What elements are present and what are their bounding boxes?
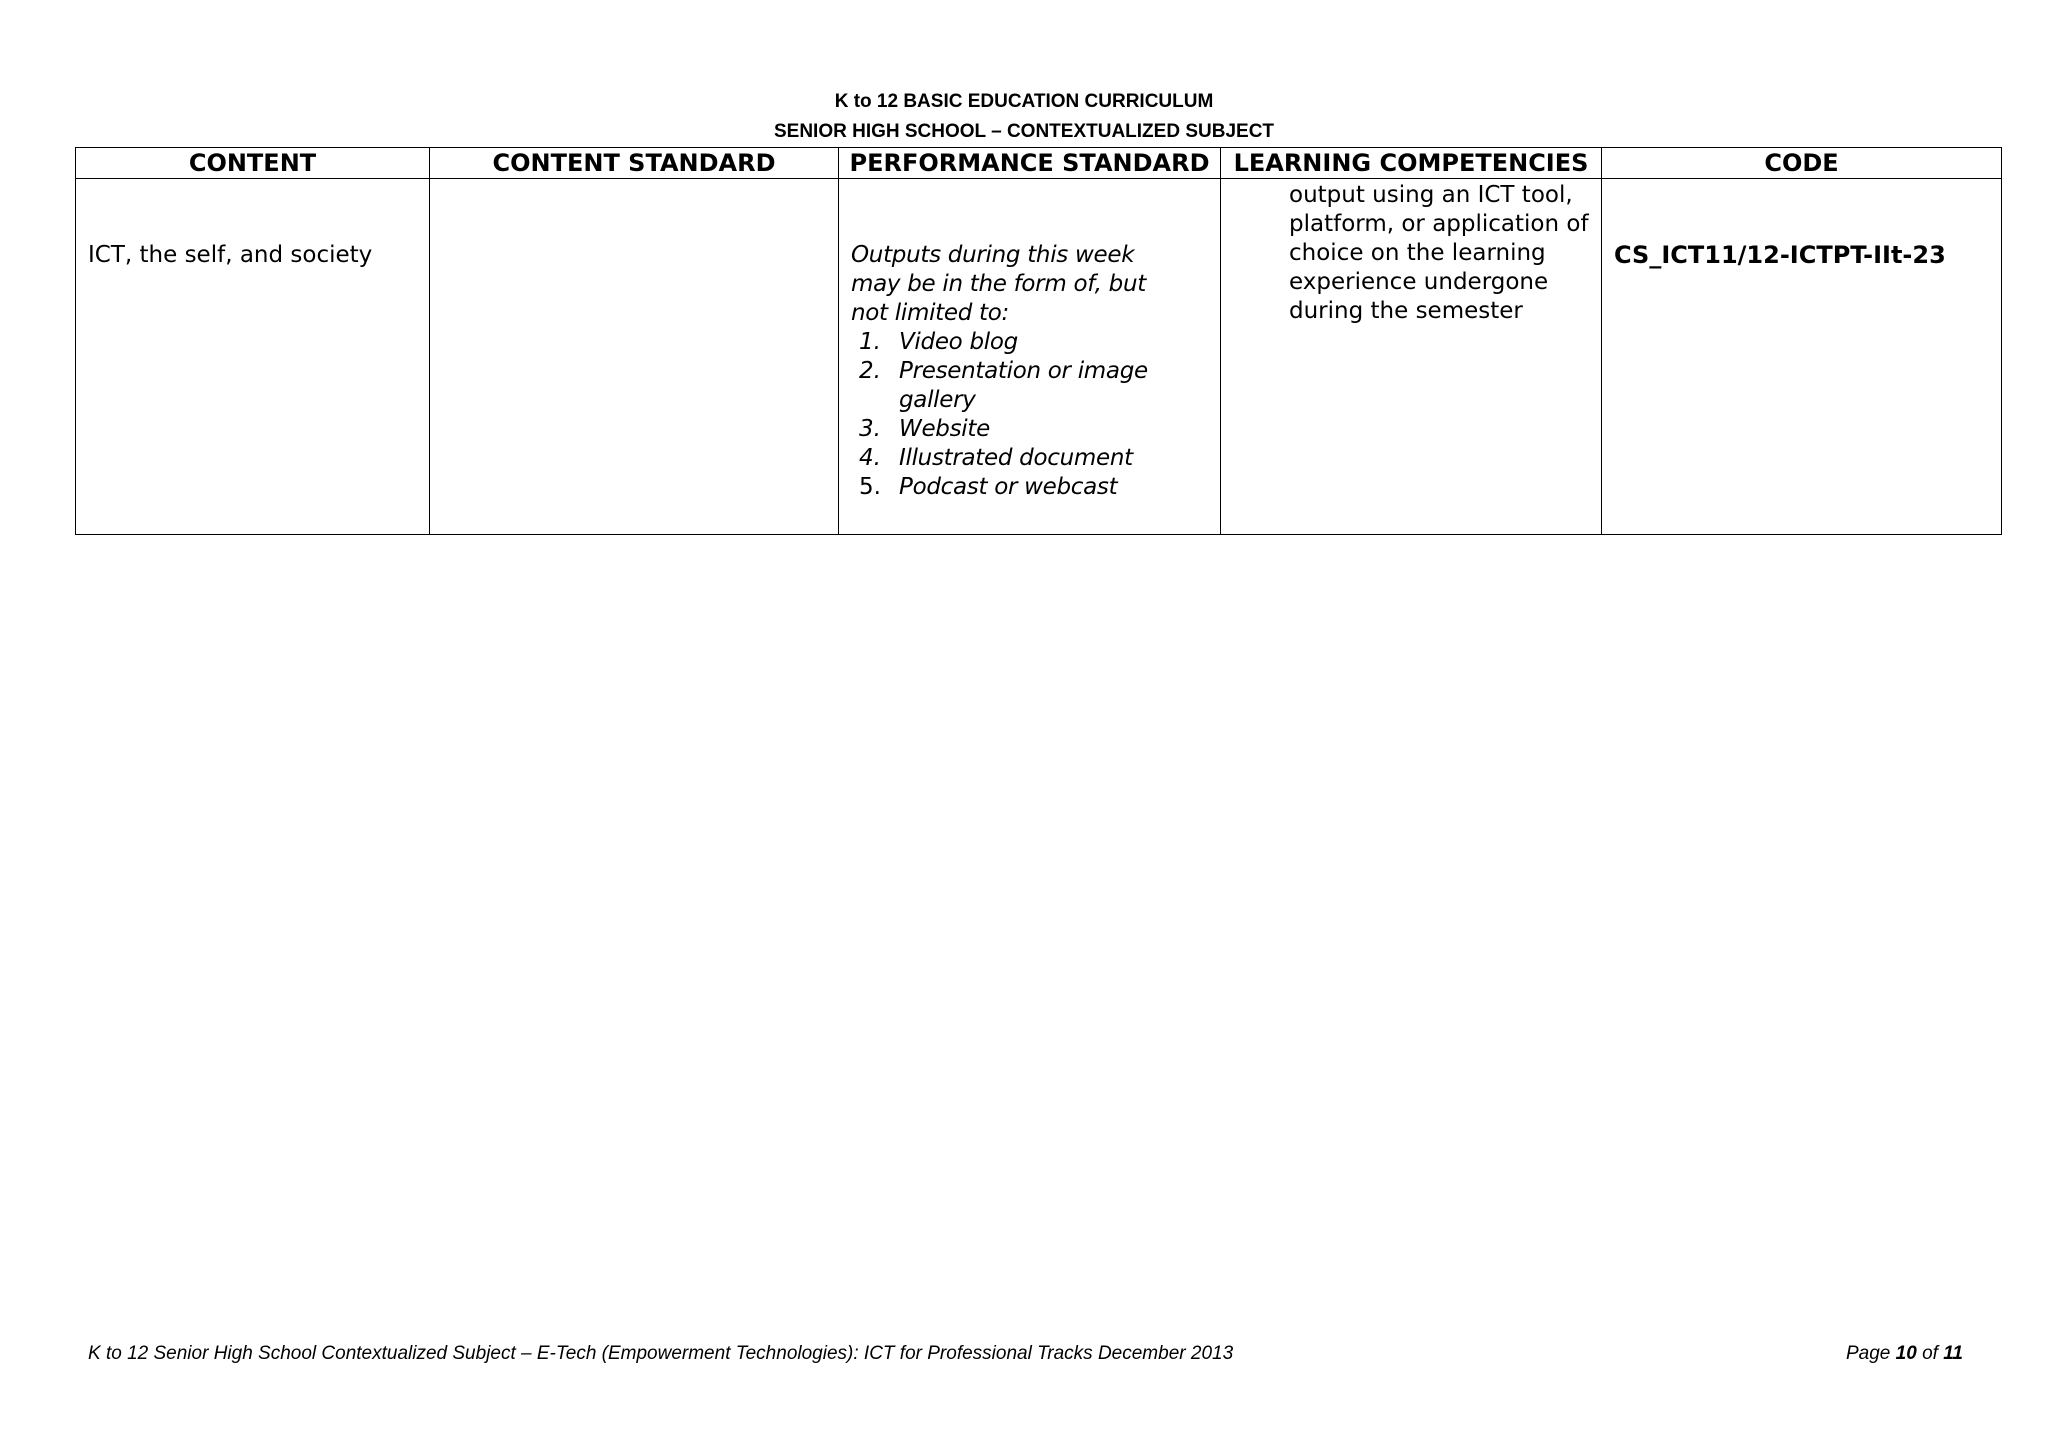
column-header-learning-competencies: LEARNING COMPETENCIES [1221,148,1602,179]
footer-text: K to 12 Senior High School Contextualized Subject – E-Tech (Empowerment Technologies): ICT for Professional Tracks December 2013 [88,1343,1234,1364]
table-header-row [76,148,2002,179]
list-item-number: 4. [859,445,881,471]
column-header-content-standard: CONTENT STANDARD [430,148,839,179]
list-item-text: Presentation or image gallery [899,358,1148,413]
cell-learning-competencies [1221,179,1602,535]
document-subtitle: SENIOR HIGH SCHOOL – CONTEXTUALIZED SUBJECT [773,121,1275,142]
list-item [851,444,1210,473]
cell-performance-standard [839,179,1221,535]
page-current: 10 [1895,1343,1917,1364]
column-header-performance-standard: PERFORMANCE STANDARD [839,148,1221,179]
page-label: Page [1846,1343,1891,1364]
list-item [851,473,1210,502]
list-item-text: Video blog [899,329,1018,355]
list-item-text: Website [899,416,990,442]
cell-code [1602,179,2002,535]
list-item-number: 5. [859,474,881,500]
page-of-label: of [1922,1343,1938,1364]
list-item-number: 1. [859,329,881,355]
document-title: K to 12 BASIC EDUCATION CURRICULUM [834,91,1214,112]
list-item-number: 2. [859,358,881,384]
curriculum-table [75,147,2002,535]
list-item-text: Illustrated document [899,445,1133,471]
cell-content-standard [430,179,839,535]
column-header-code: CODE [1602,148,2002,179]
list-item [851,415,1210,444]
column-header-content: CONTENT [76,148,430,179]
performance-output-list [851,328,1210,502]
list-item [851,357,1210,415]
performance-intro: Outputs during this week may be in the form of, but not limited to: [851,242,1146,326]
learning-competencies-text: output using an ICT tool, platform, or application of choice on the learning experience undergone during the semester [1289,182,1589,324]
page-total: 11 [1943,1343,1963,1364]
competency-code: CS_ICT11/12-ICTPT-IIt-23 [1614,241,1946,269]
list-item [851,328,1210,357]
page-number [1846,1343,1963,1365]
cell-content [76,179,430,535]
table-row [76,179,2002,535]
list-item-number: 3. [859,416,881,442]
content-text: ICT, the self, and society [88,242,373,268]
list-item-text: Podcast or webcast [899,474,1118,500]
